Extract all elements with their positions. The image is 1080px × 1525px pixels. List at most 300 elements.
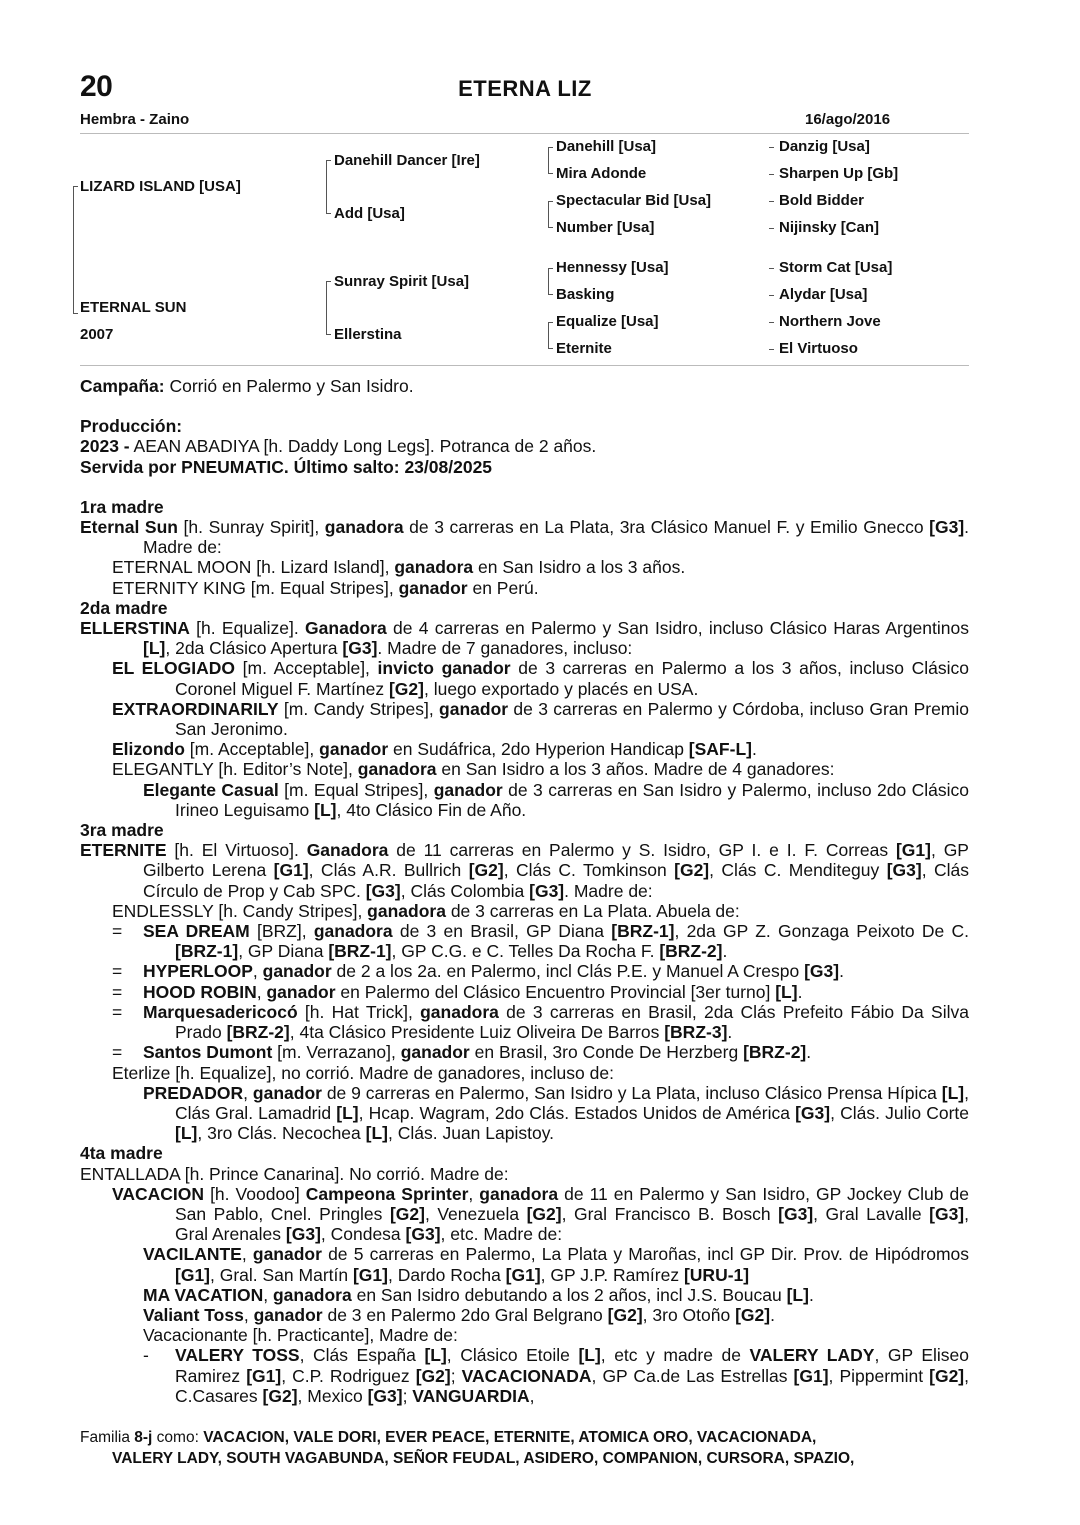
list-marker: = [112, 1042, 123, 1063]
bold-run: PNEUMATIC [181, 456, 284, 477]
bold-run: [L] [578, 1345, 601, 1366]
bracket-tick [548, 322, 553, 323]
pedigree-g3: Danehill [Usa] [556, 138, 657, 155]
bold-run: [L] [786, 1284, 809, 1305]
bold-run: ganadora [479, 1183, 559, 1204]
text-run: . [797, 981, 803, 1002]
text-run: [h. Hat Trick], [297, 1001, 421, 1022]
bold-run: EL ELOGIADO [112, 658, 236, 679]
bold-run: [L] [775, 981, 798, 1002]
text-run: . [751, 739, 757, 760]
bold-run: [BRZ-1] [175, 941, 239, 962]
text-run: , [256, 981, 267, 1002]
bracket-tick [548, 227, 553, 228]
list-marker: - [143, 1345, 149, 1366]
pedigree-rule [80, 365, 969, 366]
bold-run: [G2] [389, 1203, 425, 1224]
bold-run: ganadora [357, 759, 437, 780]
bold-run: Elegante Casual [143, 779, 279, 800]
text-run: de 3 en Palermo 2do Gral Belgrano [322, 1304, 608, 1325]
family-number: 8-j [134, 1429, 153, 1446]
bold-run: ganador [400, 1042, 470, 1063]
pedigree-g3: Number [Usa] [556, 219, 655, 236]
text-run: , Condesa [320, 1224, 406, 1245]
text-run: ; [450, 1365, 462, 1386]
text-run: , Clás A.R. Bullrich [308, 860, 469, 881]
text-run: , [243, 1304, 254, 1325]
text-run: , Gral Lavalle [813, 1203, 930, 1224]
bold-run: [L] [424, 1345, 447, 1366]
bold-run: 2da madre [80, 597, 168, 618]
text-run: , GP Gilberto Lerena [143, 840, 969, 881]
bold-run: [BRZ-2] [743, 1042, 807, 1063]
bold-run: Santos Dumont [143, 1042, 273, 1063]
bracket-tick [548, 173, 553, 174]
text-run: , Venezuela [424, 1203, 527, 1224]
bold-run: VALERY LADY [749, 1345, 875, 1366]
text-paragraph [80, 457, 969, 477]
section-heading [80, 497, 969, 517]
text-paragraph [80, 376, 969, 396]
text-run: , [529, 1385, 535, 1406]
bold-run: EXTRAORDINARILY [112, 698, 279, 719]
text-run: de 3 carreras en La Plata, 3ra Clásico Manuel F. y Emilio Gnecco [403, 517, 930, 538]
text-paragraph [80, 1042, 969, 1062]
text-run: ENDLESSLY [h. Candy Stripes], [112, 900, 368, 921]
text-run: de 3 carreras en San Isidro y Palermo, incluso 2do Clásico Irineo Leguisamo [175, 779, 969, 820]
bold-run: [G2] [674, 860, 710, 881]
bold-run: Campeona Sprinter [305, 1183, 469, 1204]
bold-run: [G2] [526, 1203, 562, 1224]
text-run: ETERNAL MOON [h. Lizard Island], [112, 557, 395, 578]
text-run: . [806, 1042, 812, 1063]
bold-run: [G2] [929, 1365, 965, 1386]
section-heading [80, 416, 969, 436]
text-run: [m. Acceptable], [235, 658, 378, 679]
text-run: . [770, 1304, 775, 1325]
pedigree-bracket [548, 268, 549, 295]
bold-run: [G1] [246, 1365, 282, 1386]
text-paragraph [80, 780, 969, 820]
bold-run: [L] [336, 1102, 359, 1123]
text-run: , C.P. Rodriguez [281, 1365, 416, 1386]
bold-run: [BRZ-1] [328, 941, 392, 962]
bold-run: Valiant Toss [143, 1304, 244, 1325]
text-run: , Gral Arenales [175, 1203, 969, 1245]
bold-run: VACILANTE [143, 1244, 242, 1265]
text-paragraph [80, 1325, 969, 1345]
text-run: Vacacionante [h. Practicante], Madre de: [143, 1325, 458, 1346]
bold-run: Ganadora [305, 618, 387, 639]
bold-run: [G2] [735, 1304, 771, 1325]
bold-run: [G1] [895, 840, 931, 861]
bold-run: [G2] [262, 1385, 298, 1406]
pedigree-g2: Ellerstina [334, 326, 402, 343]
bold-run: [L] [175, 1123, 198, 1144]
text-run: , GP C.G. e C. Telles Da Rocha F. [391, 941, 660, 962]
text-run: en Palermo del Clásico Encuentro Provincial [3er turno] [335, 981, 776, 1002]
bold-run: . Último salto: 23/08/2025 [283, 456, 493, 477]
bold-run: [G1] [273, 860, 309, 881]
bold-run: [G1] [352, 1264, 388, 1285]
pedigree-g2: Sunray Spirit [Usa] [334, 273, 470, 290]
text-paragraph [80, 901, 969, 921]
text-run: de 3 carreras en Brasil, 2da Clás Prefeito Fábio Da Silva Prado [175, 1001, 969, 1043]
list-marker: = [112, 921, 123, 942]
text-run: . Madre de 7 ganadores, incluso: [377, 638, 633, 659]
text-run: , Clás España [299, 1345, 425, 1366]
bold-run: 4ta madre [80, 1143, 163, 1164]
text-run: , [243, 1082, 253, 1103]
bold-run: [G1] [175, 1264, 210, 1285]
text-run: [m. Acceptable], [184, 739, 320, 760]
text-run: , etc y madre de [600, 1345, 750, 1366]
text-run: . [722, 941, 728, 962]
g4-dash [769, 322, 774, 323]
text-paragraph [80, 699, 969, 739]
family-como: como: [152, 1429, 204, 1446]
bold-run: [G3] [529, 880, 565, 901]
bold-run: [G2] [415, 1365, 451, 1386]
bracket-tick [548, 201, 553, 202]
text-run: ENTALLADA [h. Prince Canarina]. No corrió. Madre de: [80, 1163, 509, 1184]
bold-run: ganador [319, 739, 389, 760]
pedigree-g3: Basking [556, 286, 615, 303]
pedigree-bracket [548, 322, 549, 349]
bold-run: HOOD ROBIN [143, 981, 257, 1002]
bracket-tick [326, 213, 331, 214]
bold-run: [L] [314, 799, 337, 820]
text-paragraph [80, 1305, 969, 1325]
text-paragraph [80, 840, 969, 901]
bracket-tick [326, 160, 331, 161]
bracket-tick [548, 147, 553, 148]
text-paragraph [80, 436, 969, 456]
text-run: , 4to Clásico Fin de Año. [336, 799, 527, 820]
bold-run: [G3] [405, 1224, 441, 1245]
text-run: , 4ta Clásico Presidente Luiz Oliveira De Barros [289, 1022, 665, 1043]
pedigree-g2: Add [Usa] [334, 205, 405, 222]
pedigree-bracket [548, 201, 549, 228]
text-run: , Mexico [297, 1385, 368, 1406]
text-run: , [241, 1244, 253, 1265]
pedigree-g4: El Virtuoso [779, 340, 858, 357]
g4-dash [769, 174, 774, 175]
g4-dash [769, 201, 774, 202]
text-run: en Sudáfrica, 2do Hyperion Handicap [388, 739, 689, 760]
g4-dash [769, 147, 774, 148]
birth-date: 16/ago/2016 [805, 111, 891, 128]
bold-run: [G3] [778, 1203, 814, 1224]
text-run: . [839, 961, 844, 982]
pedigree-g3: Spectacular Bid [Usa] [556, 192, 712, 209]
text-run: , 3ro Clás. Necochea [197, 1123, 366, 1144]
text-run: , [263, 1284, 273, 1305]
bold-run: [BRZ-2] [226, 1022, 290, 1043]
text-run: , [468, 1183, 480, 1204]
bold-run: Campaña: [80, 376, 165, 396]
bracket-tick [326, 334, 331, 335]
text-run: de 3 carreras en La Plata. Abuela de: [445, 900, 740, 921]
bold-run: [URU-1] [683, 1264, 750, 1285]
text-run: , Dardo Rocha [387, 1264, 506, 1285]
bold-run: ganadora [394, 557, 474, 578]
text-paragraph [80, 517, 969, 557]
text-run: [h. Equalize]. [189, 618, 306, 639]
bracket-tick [548, 348, 553, 349]
bold-run: ganadora [272, 1284, 352, 1305]
bold-run: ETERNITE [80, 840, 167, 861]
bold-run: Producción: [80, 416, 183, 437]
text-run: , Clás C. Tomkinson [503, 860, 675, 881]
bold-run: ELLERSTINA [80, 618, 190, 639]
bold-run: [G1] [505, 1264, 541, 1285]
text-run: [h. El Virtuoso]. [166, 840, 307, 861]
family-footer [80, 1427, 969, 1469]
bold-run: [BRZ-2] [659, 941, 723, 962]
text-run: , Clásico Etoile [446, 1345, 579, 1366]
pedigree-g4: Nijinsky [Can] [779, 219, 880, 236]
bold-run: VALERY TOSS [175, 1345, 300, 1366]
bold-run: [G3] [886, 860, 922, 881]
bold-run: [L] [365, 1123, 388, 1144]
family-line-1 [80, 1427, 969, 1448]
text-paragraph [80, 658, 969, 698]
text-run: [m. Candy Stripes], [278, 698, 440, 719]
text-run: [h. Voodoo] [204, 1183, 306, 1204]
text-run: . Madre de: [143, 517, 970, 558]
bold-run: [G2] [388, 678, 424, 699]
family-prefix: Familia [80, 1429, 135, 1446]
text-run: , 3ro Otoño [642, 1304, 736, 1325]
text-run: . [727, 1022, 733, 1043]
pedigree-dam-year: 2007 [80, 326, 114, 343]
bold-run: [BRZ-1] [611, 921, 675, 942]
text-run: Corrió en Palermo y San Isidro. [164, 376, 414, 396]
bold-run: VACACION [112, 1183, 205, 1204]
bold-run: [G2] [607, 1304, 643, 1325]
text-run: ; [402, 1385, 413, 1406]
text-paragraph [80, 557, 969, 577]
bold-run: [G3] [929, 517, 965, 538]
text-run: . Madre de: [564, 880, 653, 901]
bold-run: Marquesadericocó [143, 1001, 298, 1022]
family-names-2: VALERY LADY, SOUTH VAGABUNDA, SEÑOR FEUDAL, ASIDERO, COMPANION, CURSORA, SPAZIO, [112, 1450, 855, 1467]
text-run: de 2 a los 2a. en Palermo, incl Clás P.E. y Manuel A Crespo [331, 961, 805, 982]
text-paragraph [80, 578, 969, 598]
bold-run: [G3] [285, 1224, 321, 1245]
bold-run: Eternal Sun [80, 517, 178, 538]
text-run: , etc. Madre de: [440, 1224, 563, 1245]
bold-run: HYPERLOOP [143, 961, 253, 982]
text-run: . [808, 1284, 814, 1305]
pedigree-bracket [326, 281, 327, 335]
bold-run: [G3] [342, 638, 378, 659]
text-paragraph [80, 1184, 969, 1245]
text-paragraph [80, 1083, 969, 1144]
pedigree-g4: Sharpen Up [Gb] [779, 165, 899, 182]
pedigree-g3: Hennessy [Usa] [556, 259, 669, 276]
bold-run: MA VACATION [143, 1284, 264, 1305]
text-run: , GP Eliseo Ramirez [175, 1345, 970, 1386]
spacer [80, 477, 969, 497]
g4-dash [769, 295, 774, 296]
text-run: , Clás Gral. Lamadrid [175, 1082, 969, 1123]
bold-run: [L] [941, 1082, 965, 1103]
text-run: , GP Ca.de Las Estrellas [591, 1365, 794, 1386]
text-run: , luego exportado y placés en USA. [423, 678, 699, 699]
text-run: , Gral Francisco B. Bosch [561, 1203, 779, 1224]
text-run: de 5 carreras en Palermo, La Plata y Maroñas, incl GP Dir. Prov. de Hipódromos [321, 1244, 970, 1265]
text-run: [m. Verrazano], [272, 1042, 401, 1063]
pedigree-g4: Storm Cat [Usa] [779, 259, 893, 276]
text-run: , Clás Colombia [400, 880, 530, 901]
text-run: , C.Casares [175, 1365, 969, 1406]
bold-run: [G3] [804, 961, 840, 982]
bold-run: ganadora [420, 1001, 499, 1022]
text-run: en Brasil, 3ro Conde De Herzberg [469, 1042, 744, 1063]
text-paragraph [80, 618, 969, 658]
bold-run: [G3] [795, 1102, 831, 1123]
bold-run: [G3] [929, 1203, 965, 1224]
text-paragraph [80, 1164, 969, 1184]
bracket-tick [326, 281, 331, 282]
bold-run: ganador [253, 1304, 323, 1325]
text-run: , 2da Clásico Apertura [165, 638, 343, 659]
bracket-tick [548, 294, 553, 295]
bold-run: [SAF-L] [688, 739, 752, 760]
family-line-2 [80, 1448, 969, 1469]
bold-run: [G2] [468, 860, 504, 881]
race-record-text [80, 376, 969, 1406]
pedigree-g3: Mira Adonde [556, 165, 647, 182]
pedigree-bracket [326, 160, 327, 214]
list-marker: = [112, 1001, 123, 1022]
text-run: , Clás C. Menditeguy [709, 860, 887, 881]
pedigree-sire: LIZARD ISLAND [USA] [80, 178, 241, 195]
list-marker: = [112, 981, 123, 1002]
text-run: en San Isidro a los 3 años. [473, 557, 686, 578]
bold-run: ganador [262, 961, 332, 982]
text-run: de 3 en Brasil, GP Diana [392, 921, 612, 942]
bold-run: ganador [252, 1244, 322, 1265]
text-run: , Clás. Juan Lapistoy. [388, 1123, 555, 1144]
text-run: en Perú. [467, 577, 539, 598]
text-run: AEAN ABADIYA [h. Daddy Long Legs]. Potranca de 2 años. [129, 436, 597, 457]
bold-run: ganador [398, 577, 468, 598]
text-run: [m. Equal Stripes], [278, 779, 434, 800]
bracket-tick [73, 186, 78, 187]
pedigree-dam: ETERNAL SUN [80, 299, 187, 316]
bold-run: 3ra madre [80, 820, 164, 841]
g4-dash [769, 268, 774, 269]
pedigree-g4: Danzig [Usa] [779, 138, 870, 155]
text-run: , Clás Círculo de Prop y Cab SPC. [143, 860, 970, 901]
text-run: de 3 carreras en Palermo a los 3 años, incluso Clásico Coronel Miguel F. Martínez [175, 658, 969, 699]
spacer [80, 396, 969, 416]
text-run: , 2da GP Z. Gonzaga Peixoto De C. [674, 921, 970, 942]
bold-run: [G1] [793, 1365, 829, 1386]
bold-run: ganador [439, 698, 509, 719]
bracket-tick [73, 313, 78, 314]
bold-run: 2023 - [80, 436, 130, 457]
pedigree-bracket [548, 147, 549, 174]
bold-run: [BRZ-3] [664, 1022, 728, 1043]
horse-name: ETERNA LIZ [458, 76, 592, 101]
text-run: de 11 en Palermo y San Isidro, GP Jockey Club de San Pablo, Cnel. Pringles [175, 1183, 969, 1224]
list-marker: = [112, 961, 123, 982]
text-run: [h. Sunray Spirit], [177, 517, 325, 538]
bold-run: 1ra madre [80, 496, 164, 517]
text-run: de 3 carreras en Palermo y Córdoba, incluso Gran Premio San Jeronimo. [175, 698, 970, 740]
text-paragraph [80, 982, 969, 1002]
text-run: ETERNITY KING [m. Equal Stripes], [112, 577, 399, 598]
text-run: , [252, 961, 263, 982]
text-run: de 11 carreras en Palermo y S. Isidro, GP I. e I. F. Correas [388, 840, 896, 861]
text-run: , Clás. Julio Corte [830, 1102, 969, 1123]
bold-run: Ganadora [306, 840, 389, 861]
bold-run: invicto ganador [377, 658, 511, 679]
lot-number: 20 [80, 70, 113, 103]
pedigree-g3: Eternite [556, 340, 612, 357]
pedigree-g4: Bold Bidder [779, 192, 864, 209]
text-paragraph [80, 921, 969, 961]
bold-run: ganadora [313, 921, 393, 942]
text-run: [BRZ], [249, 921, 314, 942]
pedigree-g3: Equalize [Usa] [556, 313, 659, 330]
pedigree-g4: Northern Jove [779, 313, 881, 330]
text-paragraph [80, 1244, 969, 1284]
text-run: , Gral. San Martín [210, 1264, 353, 1285]
text-run: en San Isidro a los 3 años. Madre de 4 ganadores: [436, 759, 835, 780]
pedigree-g2: Danehill Dancer [Ire] [334, 152, 480, 169]
sex-color: Hembra - Zaino [80, 111, 190, 128]
bold-run: [G3] [365, 880, 401, 901]
text-paragraph [80, 1002, 969, 1042]
bold-run: PREDADOR [143, 1082, 244, 1103]
text-run: , GP J.P. Ramírez [540, 1264, 684, 1285]
text-paragraph [80, 1345, 969, 1406]
text-paragraph [80, 759, 969, 779]
text-run: ELEGANTLY [h. Editor’s Note], [112, 759, 358, 780]
family-names-1: VACACION, VALE DORI, EVER PEACE, ETERNITE, ATOMICA ORO, VACACIONADA, [203, 1429, 817, 1446]
text-run: Eterlize [h. Equalize], no corrió. Madre de ganadores, incluso de: [112, 1062, 614, 1083]
bold-run: Servida por [80, 456, 182, 477]
g4-dash [769, 349, 774, 350]
text-run: en San Isidro debutando a los 2 años, incl J.S. Boucau [351, 1284, 787, 1305]
text-paragraph [80, 961, 969, 981]
bold-run: ganador [252, 1082, 322, 1103]
text-paragraph [80, 1063, 969, 1083]
bold-run: SEA DREAM [143, 921, 250, 942]
section-heading [80, 598, 969, 618]
g4-dash [769, 228, 774, 229]
text-run: , Hcap. Wagram, 2do Clás. Estados Unidos de América [358, 1102, 796, 1123]
bold-run: [G3] [367, 1385, 403, 1406]
bold-run: ganador [433, 779, 503, 800]
bold-run: [L] [143, 638, 166, 659]
section-heading [80, 820, 969, 840]
bold-run: ganador [266, 981, 336, 1002]
section-heading [80, 1143, 969, 1163]
bracket-tick [548, 268, 553, 269]
text-run: , Pippermint [828, 1365, 930, 1386]
pedigree-bracket [73, 186, 74, 314]
header-rule [80, 133, 969, 134]
bold-run: VACACIONADA [461, 1365, 592, 1386]
text-run: de 4 carreras en Palermo y San Isidro, incluso Clásico Haras Argentinos [386, 618, 969, 639]
pedigree-g4: Alydar [Usa] [779, 286, 868, 303]
